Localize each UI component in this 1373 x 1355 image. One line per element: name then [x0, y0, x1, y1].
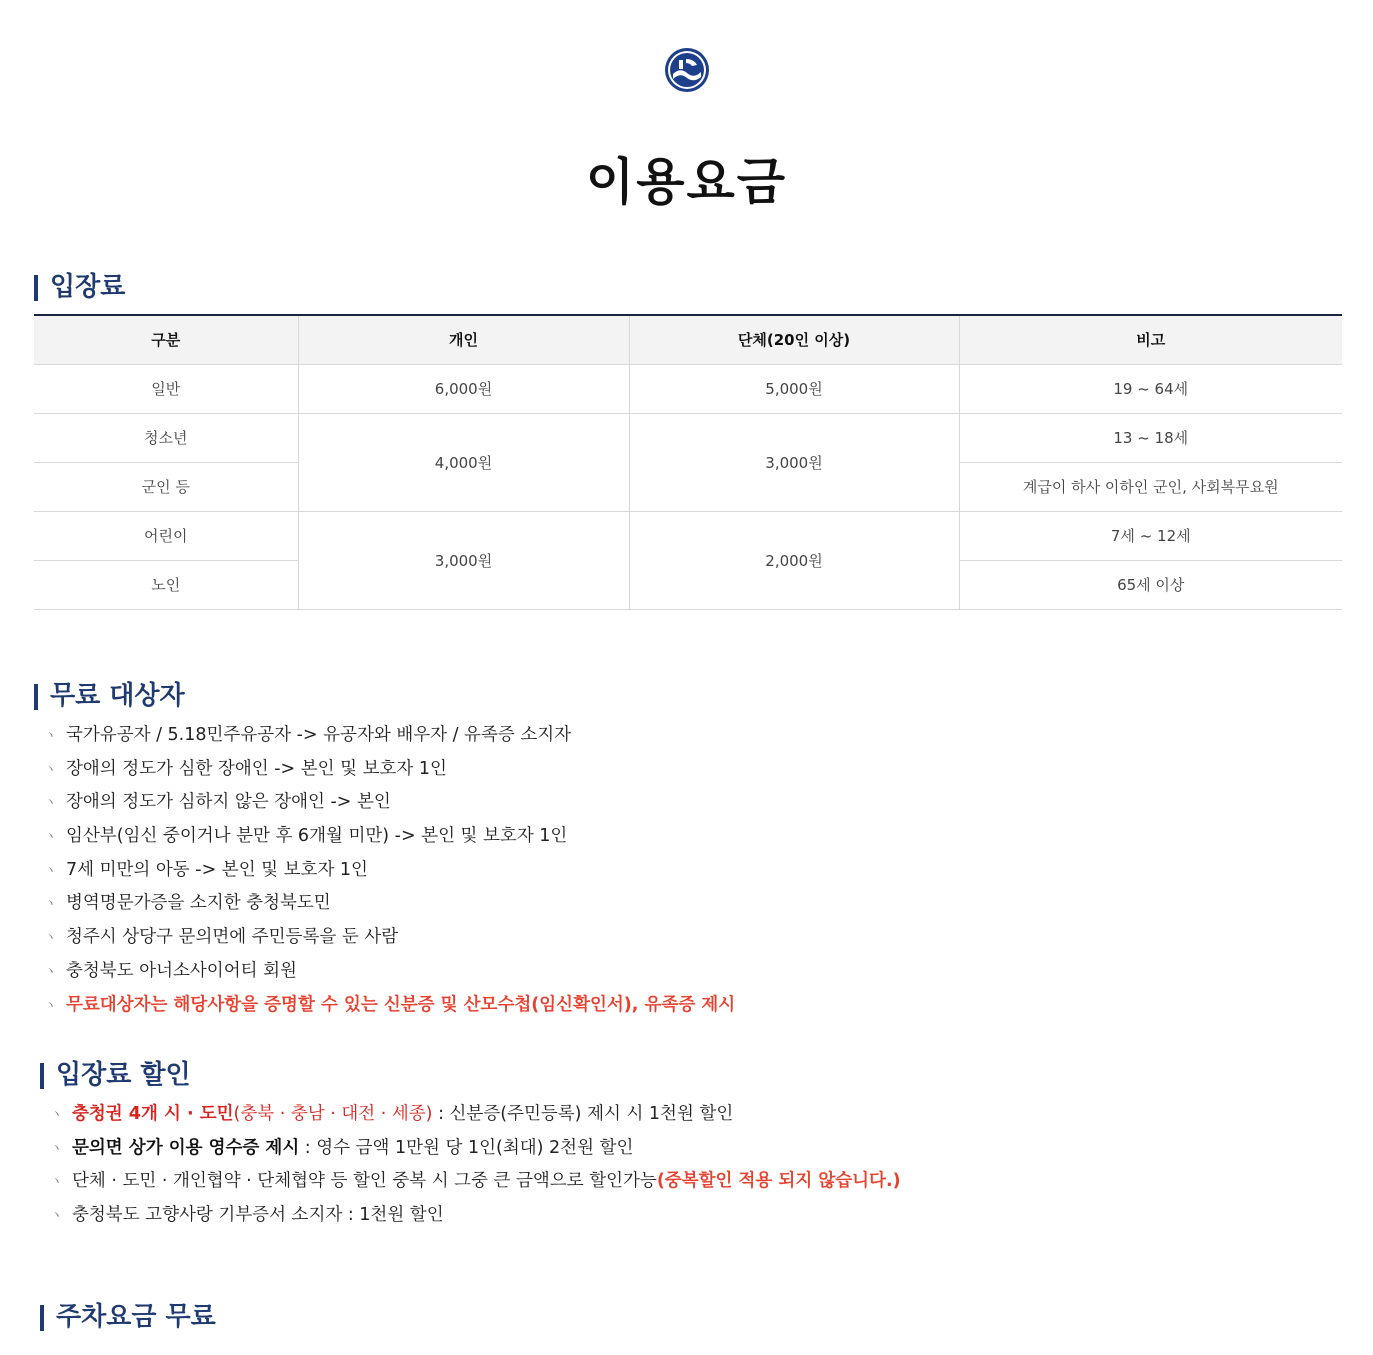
list-item: ヽ 임산부(임신 중이거나 분만 후 6개월 미만) -> 본인 및 보호자 1인: [34, 820, 735, 854]
header-note: 비고: [959, 315, 1342, 364]
bullet-icon: ヽ: [50, 1140, 64, 1156]
row-category: 어린이: [34, 511, 298, 560]
row-individual-price: 3,000원: [298, 511, 629, 609]
table-row: [34, 364, 1342, 413]
table-row: [34, 511, 1342, 560]
list-item: ヽ 국가유공자 / 5.18민주유공자 -> 유공자와 배우자 / 유족증 소지자: [34, 719, 735, 753]
discount-list: [40, 1098, 901, 1233]
row-group-price: 2,000원: [629, 511, 959, 609]
list-item: ヽ 단체 · 도민 · 개인협약 · 단체협약 등 할인 중복 시 그중 큰 금액으로 할인가능(중복할인 적용 되지 않습니다.): [40, 1165, 901, 1199]
free-notice: ヽ 무료대상자는 해당사항을 증명할 수 있는 신분증 및 산모수첩(임신확인서), 유족증 제시: [34, 989, 735, 1023]
list-item: ヽ 충청권 4개 시 · 도민(충북 · 충남 · 대전 · 세종) : 신분증(주민등록) 제시 시 1천원 할인: [40, 1098, 901, 1132]
header-category: 구분: [34, 315, 298, 364]
bullet-icon: ヽ: [50, 1208, 64, 1224]
site-logo-icon: [664, 47, 710, 93]
admission-fee-table: [34, 314, 1342, 610]
free-section-title: 무료 대상자: [34, 681, 185, 711]
parking-section-title: 주차요금 무료: [40, 1302, 216, 1332]
bullet-icon: ヽ: [50, 1107, 64, 1122]
row-group-price: 5,000원: [629, 364, 959, 413]
list-item: ヽ 장애의 정도가 심한 장애인 -> 본인 및 보호자 1인: [34, 753, 735, 787]
admission-section-title: 입장료: [34, 272, 125, 302]
bullet-icon: ヽ: [44, 795, 58, 811]
header-group: 단체(20인 이상): [629, 315, 959, 364]
list-item: ヽ 7세 미만의 아동 -> 본인 및 보호자 1인: [34, 854, 735, 888]
bullet-icon: ヽ: [44, 862, 58, 878]
bullet-icon: ヽ: [50, 1174, 64, 1190]
bullet-icon: ヽ: [44, 829, 58, 845]
row-category: 청소년: [34, 413, 298, 462]
row-note: 13 ~ 18세: [959, 413, 1342, 462]
row-individual-price: 6,000원: [298, 364, 629, 413]
bullet-icon: ヽ: [44, 963, 58, 979]
bullet-icon: ヽ: [44, 896, 58, 912]
row-note: 계급이 하사 이하인 군인, 사회복무요원: [959, 462, 1342, 511]
list-item: ヽ 장애의 정도가 심하지 않은 장애인 -> 본인: [34, 786, 735, 820]
row-category: 군인 등: [34, 462, 298, 511]
list-item: ヽ 충청북도 고향사랑 기부증서 소지자 : 1천원 할인: [40, 1199, 901, 1233]
row-group-price: 3,000원: [629, 413, 959, 511]
table-row: [34, 413, 1342, 462]
row-category: 일반: [34, 364, 298, 413]
row-individual-price: 4,000원: [298, 413, 629, 511]
bullet-icon: ヽ: [44, 930, 58, 946]
discount-section-title: 입장료 할인: [40, 1060, 191, 1090]
row-note: 7세 ~ 12세: [959, 511, 1342, 560]
table-header-row: [34, 315, 1342, 364]
list-item: ヽ 문의면 상가 이용 영수증 제시 : 영수 금액 1만원 당 1인(최대) 2천원 할인: [40, 1132, 901, 1166]
bullet-icon: ヽ: [44, 728, 58, 743]
row-note: 19 ~ 64세: [959, 364, 1342, 413]
bullet-icon: ヽ: [44, 997, 58, 1013]
bullet-icon: ヽ: [44, 761, 58, 777]
row-note: 65세 이상: [959, 560, 1342, 609]
list-item: ヽ 병역명문가증을 소지한 충청북도민: [34, 887, 735, 921]
list-item: ヽ 청주시 상당구 문의면에 주민등록을 둔 사람: [34, 921, 735, 955]
header-individual: 개인: [298, 315, 629, 364]
page-title: 이용요금: [585, 152, 788, 211]
free-list: [34, 719, 735, 1022]
list-item: ヽ 충청북도 아너소사이어티 회원: [34, 955, 735, 989]
row-category: 노인: [34, 560, 298, 609]
